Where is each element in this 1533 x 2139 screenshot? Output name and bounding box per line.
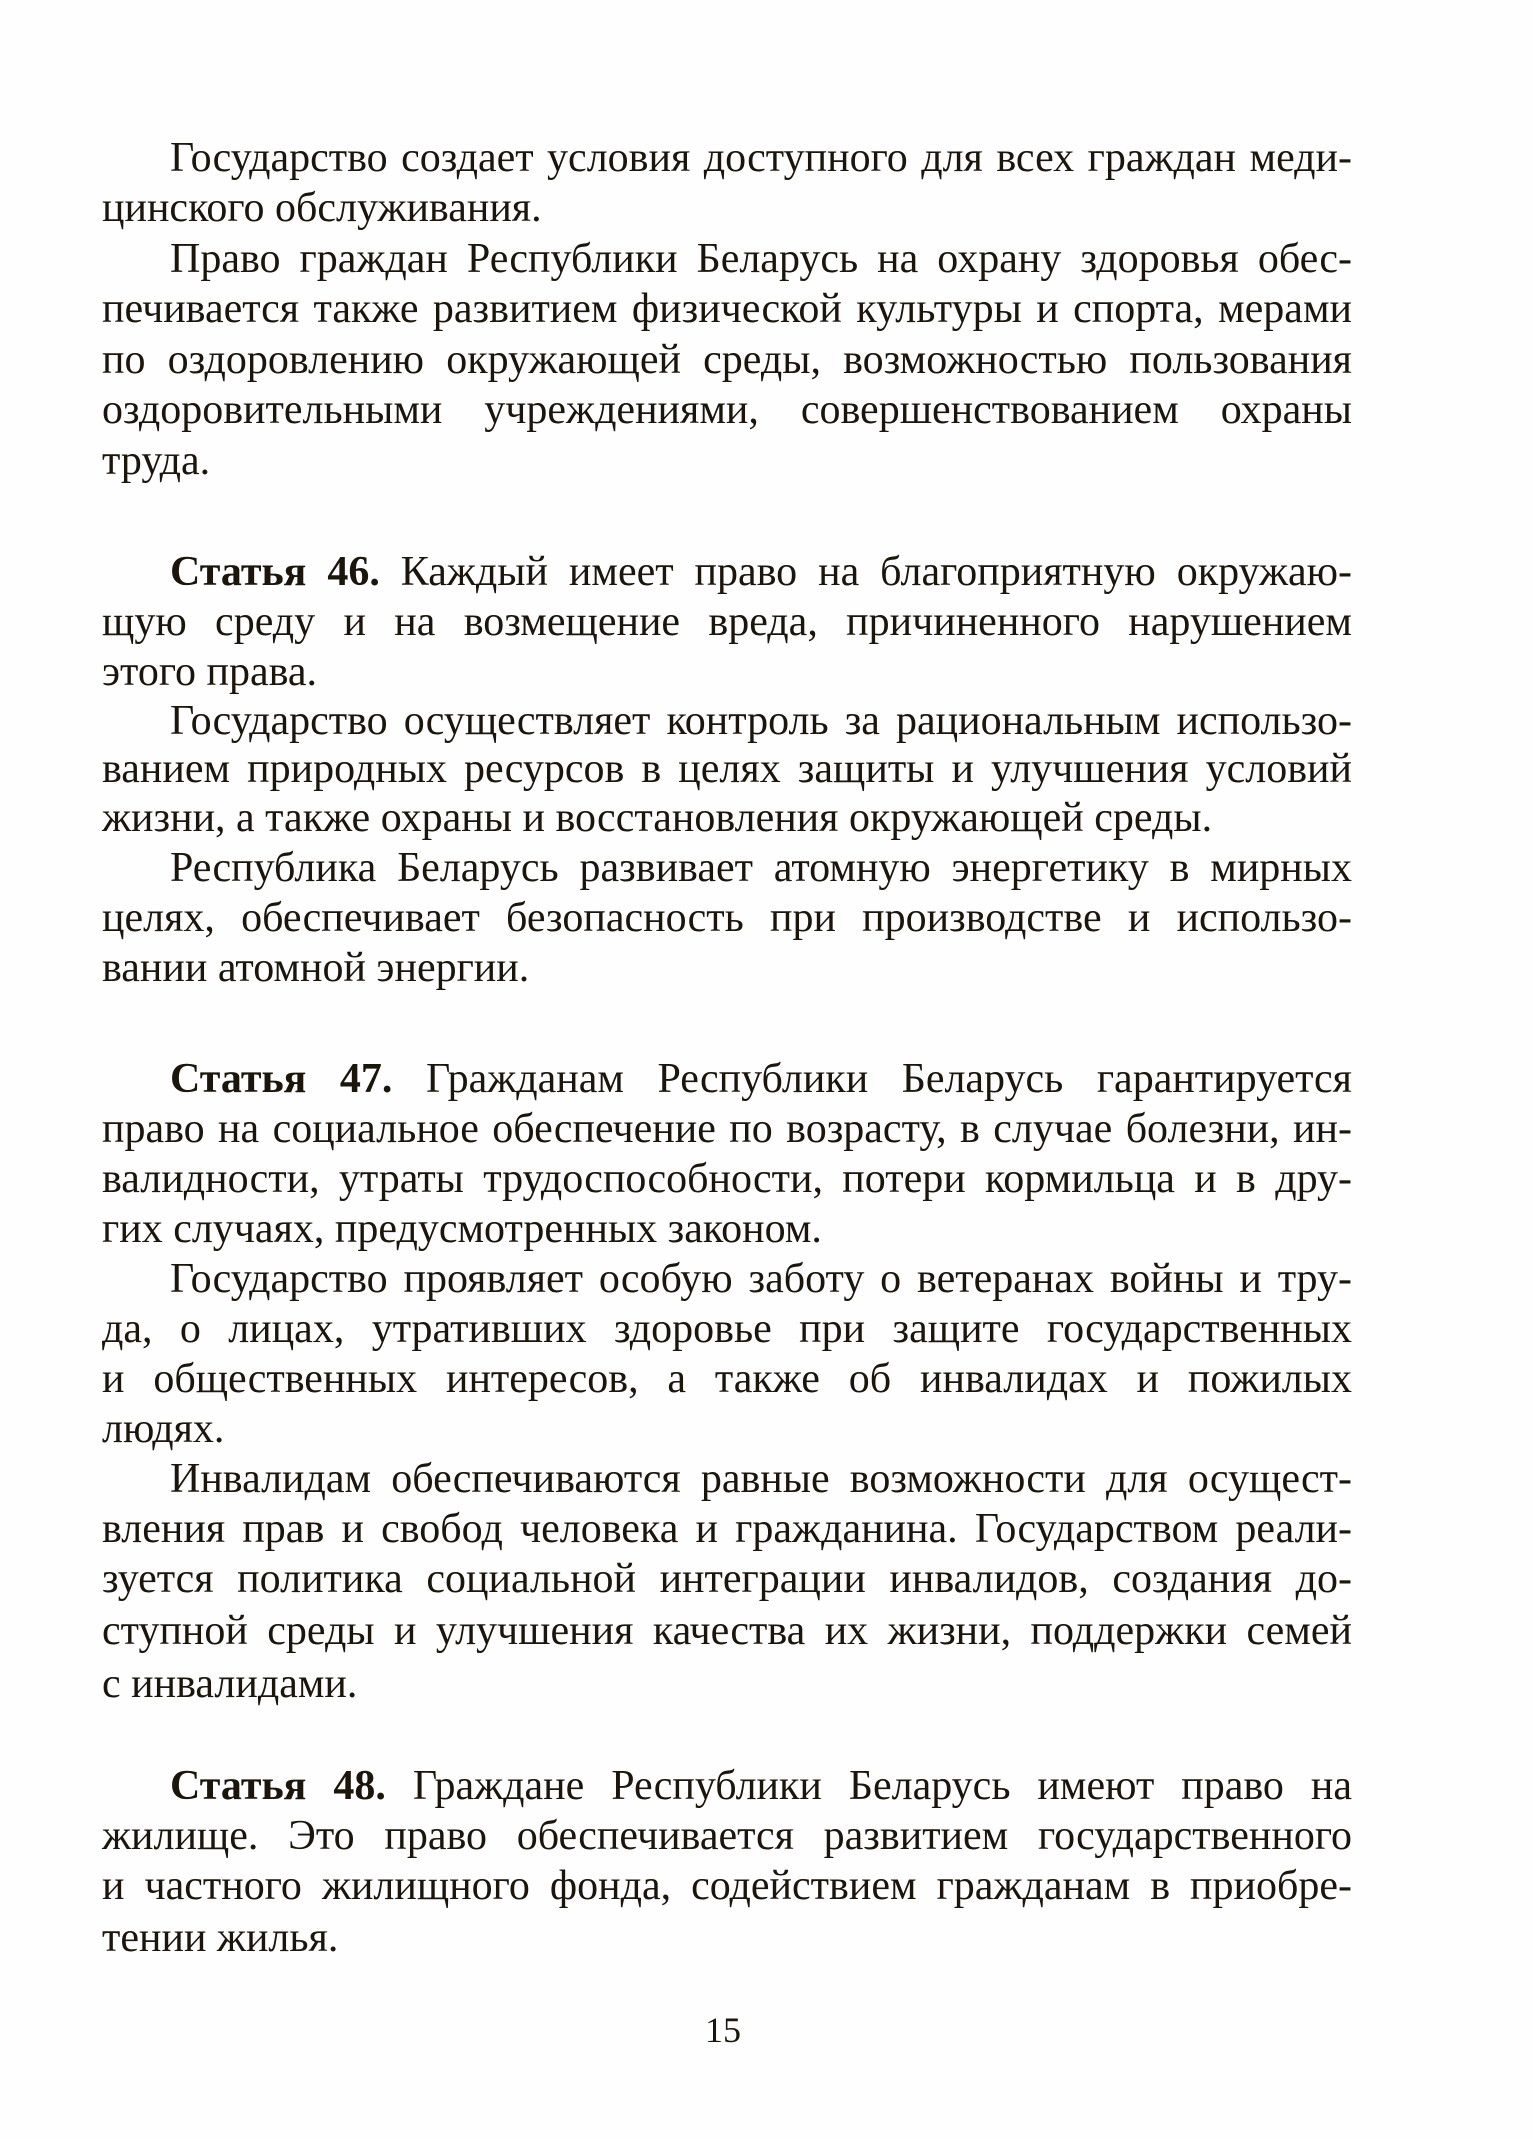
article-heading: Статья 47. <box>170 1056 393 1102</box>
text-line: с инвалидами. <box>102 1661 358 1707</box>
text-line: Республика Беларусь развивает атомную энергетику в мирных <box>170 845 1352 891</box>
article-heading: Статья 48. <box>170 1763 386 1809</box>
text-line: ступной среды и улучшения качества их жизни, поддержки семей <box>102 1608 1352 1654</box>
text-line <box>170 1058 1352 1100</box>
text-line: Государство создает условия доступного для всех граждан меди- <box>170 135 1352 181</box>
text-line: печивается также развитием физической культуры и спорта, мерами <box>102 286 1352 332</box>
text-line: Право граждан Республики Беларусь на охрану здоровья обес- <box>170 236 1352 282</box>
text-line: право на социальное обеспечение по возрасту, в случае болезни, ин- <box>102 1106 1352 1152</box>
text-line: щую среду и на возмещение вреда, причиненного нарушением <box>102 599 1352 645</box>
text-line: людях. <box>102 1406 225 1452</box>
text-line: гих случаях, предусмотренных законом. <box>102 1206 822 1252</box>
text-line: вления прав и свобод человека и гражданина. Государством реали- <box>102 1506 1352 1552</box>
text-line: цинского обслуживания. <box>102 185 542 231</box>
text-line: тении жилья. <box>102 1915 339 1961</box>
text-line: оздоровительными учреждениями, совершенствованием охраны <box>102 387 1352 433</box>
text-line: этого права. <box>102 649 318 695</box>
text-line <box>170 551 1352 593</box>
text-line: и общественных интересов, а также об инвалидах и пожилых <box>102 1356 1352 1402</box>
text-line: целях, обеспечивает безопасность при производстве и использо- <box>102 895 1352 941</box>
article-text: Гражданам Республики Беларусь гарантируется <box>425 1056 1352 1102</box>
text-line: вании атомной энергии. <box>102 945 530 991</box>
article-heading: Статья 46. <box>170 549 380 595</box>
text-line: жизни, а также охраны и восстановления окружающей среды. <box>102 795 1213 841</box>
page-number: 15 <box>705 2010 741 2050</box>
text-line: зуется политика социальной интеграции инвалидов, создания до- <box>102 1556 1352 1602</box>
article-text: Граждане Республики Беларусь имеют право на <box>412 1763 1352 1809</box>
text-line: Государство осуществляет контроль за рациональным использо- <box>170 698 1352 744</box>
text-line: труда. <box>102 438 211 484</box>
article-text: Каждый имеет право на благоприятную окружаю- <box>400 549 1353 595</box>
text-line: по оздоровлению окружающей среды, возможностью пользования <box>102 337 1352 383</box>
text-line: жилище. Это право обеспечивается развитием государственного <box>102 1813 1352 1859</box>
text-line: Инвалидам обеспечиваются равные возможности для осущест- <box>170 1456 1352 1502</box>
text-line: Государство проявляет особую заботу о ветеранах войны и тру- <box>170 1256 1352 1302</box>
text-line: и частного жилищного фонда, содействием гражданам в приобре- <box>102 1863 1352 1909</box>
text-line <box>170 1765 1352 1807</box>
text-line: да, о лицах, утративших здоровье при защите государственных <box>102 1306 1352 1352</box>
text-line: ванием природных ресурсов в целях защиты и улучшения условий <box>102 746 1352 792</box>
text-line: валидности, утраты трудоспособности, потери кормильца и в дру- <box>102 1156 1352 1202</box>
